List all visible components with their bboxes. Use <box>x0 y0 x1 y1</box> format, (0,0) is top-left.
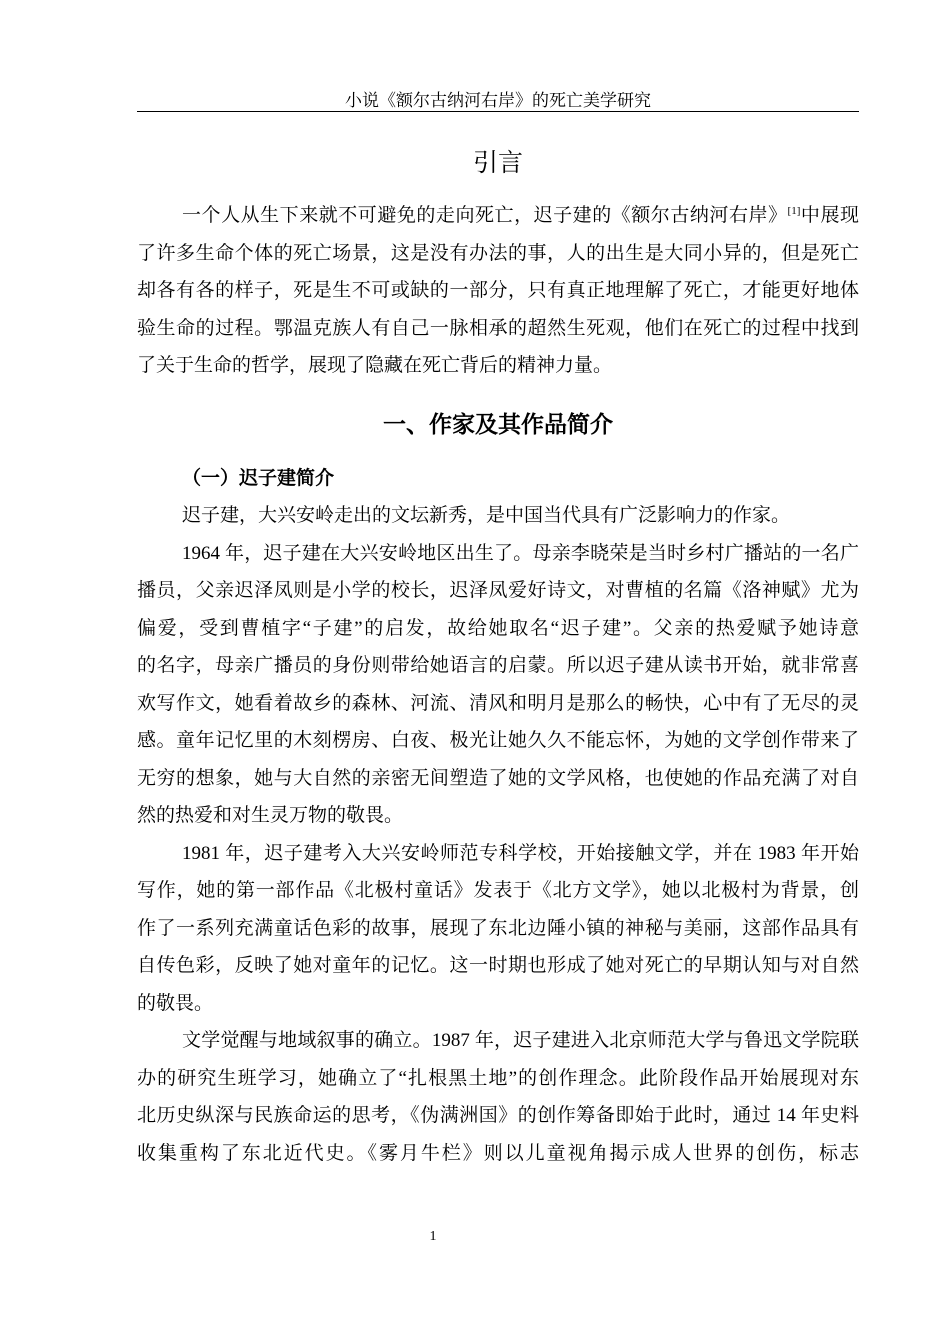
text-line: 然的热爱和对生灵万物的敬畏。 <box>137 805 404 826</box>
text-line: 了许多生命个体的死亡场景，这是没有办法的事，人的出生是大同小异的，但是死亡 <box>137 242 859 264</box>
text-line: 作了一系列充满童话色彩的故事，展现了东北边陲小镇的神秘与美丽，这部作品具有 <box>137 917 859 939</box>
paragraph <box>137 535 859 835</box>
text-line: 验生命的过程。鄂温克族人有自己一脉相承的超然生死观，他们在死亡的过程中找到 <box>137 317 859 339</box>
text-line: 的名字，母亲广播员的身份则带给她语言的启蒙。所以迟子建从读书开始，就非常喜 <box>137 655 859 676</box>
page-header: 小说《额尔古纳河右岸》的死亡美学研究 <box>137 90 859 112</box>
text-line: 却各有各的样子，死是生不可或缺的一部分，只有真正地理解了死亡，才能更好地体 <box>137 280 859 301</box>
text-line: 迟子建，大兴安岭走出的文坛新秀，是中国当代具有广泛影响力的作家。 <box>182 505 791 526</box>
body-text <box>137 497 859 1172</box>
page-number: 1 <box>429 1229 437 1244</box>
text-line: 感。童年记忆里的木刻楞房、白夜、极光让她久久不能忘怀，为她的文学创作带来了 <box>137 730 859 751</box>
text-line: 写作，她的第一部作品《北极村童话》发表于《北方文学》，她以北极村为背景，创 <box>137 880 859 901</box>
text-line: 播员，父亲迟泽凤则是小学的校长，迟泽凤爱好诗文，对曹植的名篇《洛神赋》尤为 <box>137 580 859 601</box>
intro-title: 引言 <box>472 148 523 177</box>
paragraph <box>137 835 859 1023</box>
paragraph <box>137 1022 859 1172</box>
paragraph <box>137 497 859 535</box>
intro-paragraph <box>137 197 859 385</box>
text-line: 了关于生命的哲学，展现了隐藏在死亡背后的精神力量。 <box>137 355 613 376</box>
subsection-heading: （一）迟子建简介 <box>182 467 335 489</box>
text-line: 欢写作文，她看着故乡的森林、河流、清风和明月是那么的畅快，心中有了无尽的灵 <box>137 692 859 714</box>
text-line: 偏爱，受到曹植字“子建”的启发，故给她取名“迟子建”。父亲的热爱赋予她诗意 <box>137 617 859 639</box>
text-line: 的敬畏。 <box>137 992 214 1014</box>
text-line: 文学觉醒与地域叙事的确立。1987 年，迟子建进入北京师范大学与鲁迅文学院联 <box>182 1030 859 1051</box>
text-span: 一个人从生下来就不可避免的走向死亡，迟子建的《额尔古纳河右岸》 <box>182 205 788 226</box>
text-line: 1964 年，迟子建在大兴安岭地区出生了。母亲李晓荣是当时乡村广播站的一名广 <box>182 542 859 564</box>
section-heading: 一、作家及其作品简介 <box>383 412 613 438</box>
text-line: 北历史纵深与民族命运的思考，《伪满洲国》的创作筹备即始于此时，通过 14 年史料 <box>137 1105 859 1126</box>
text-line: 无穷的想象，她与大自然的亲密无间塑造了她的文学风格，也使她的作品充满了对自 <box>137 767 859 789</box>
text-line: 办的研究生班学习，她确立了“扎根黑土地”的创作理念。此阶段作品开始展现对东 <box>137 1067 859 1089</box>
citation-ref[interactable]: [1] <box>787 205 801 217</box>
text-span: 中展现 <box>800 205 859 226</box>
text-line: 1981 年，迟子建考入大兴安岭师范专科学校，开始接触文学，并在 1983 年开始 <box>182 842 859 864</box>
text-line <box>137 197 859 235</box>
text-line: 收集重构了东北近代史。《雾月牛栏》则以儿童视角揭示成人世界的创伤，标志 <box>137 1142 859 1164</box>
text-line: 自传色彩，反映了她对童年的记忆。这一时期也形成了她对死亡的早期认知与对自然 <box>137 955 859 976</box>
